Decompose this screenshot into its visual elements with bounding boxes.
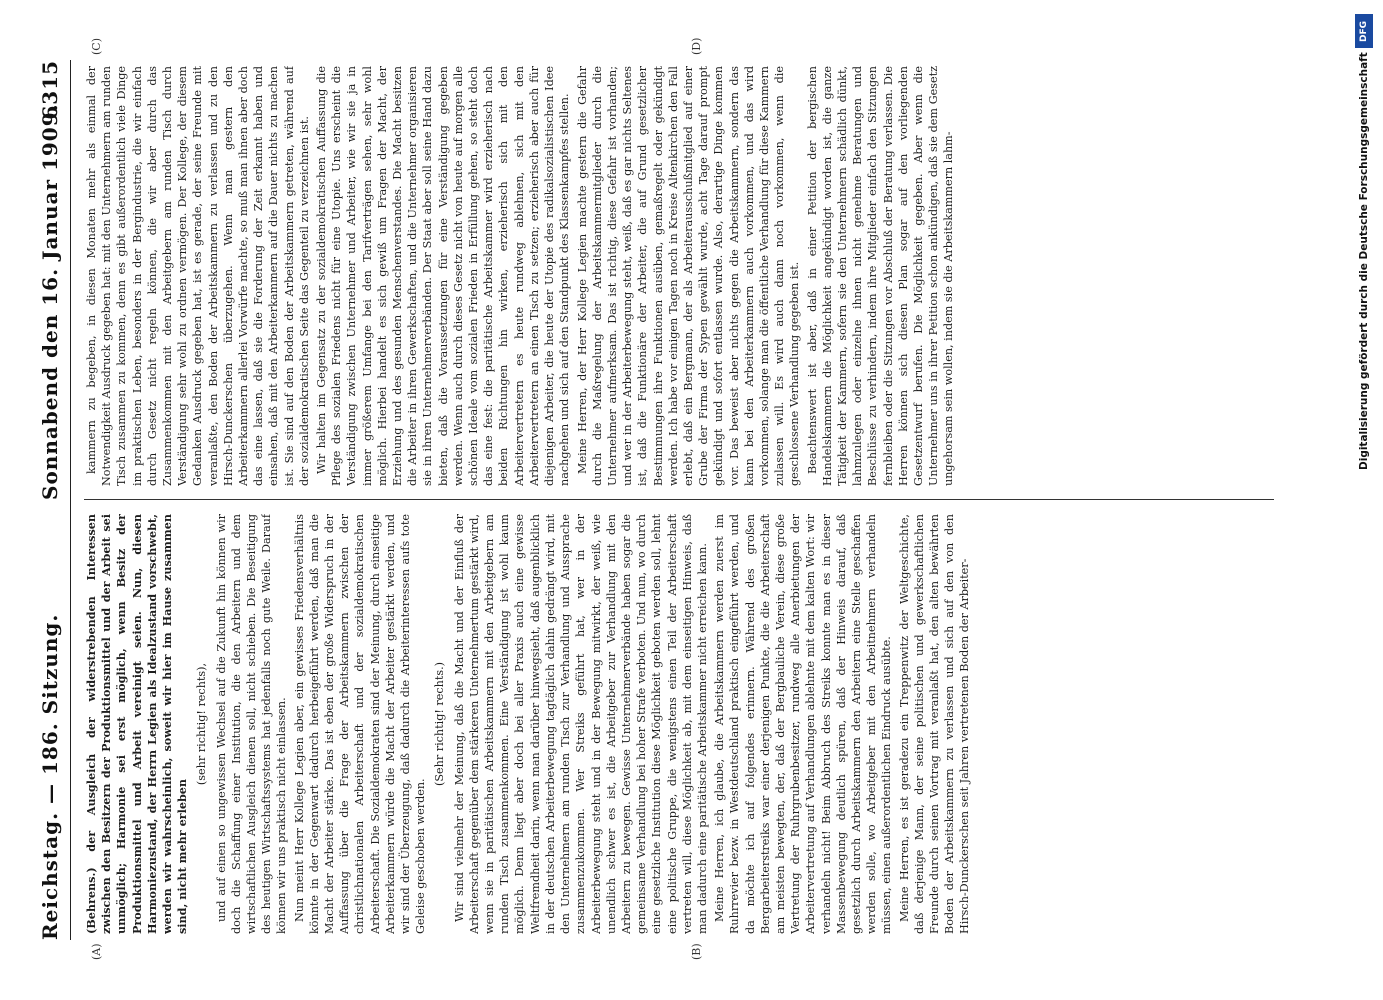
header-rule bbox=[70, 60, 71, 940]
paragraph: Nun meint Herr Kollege Legien aber, ein gewisses Friedensverhältnis könnte in der Gegenwart dadurch herbeigeführt werden, daß man die Macht der Arbeiter stärke. Das ist eben der große Widerspruch in der Auffassung über die Frage der Arbeitskammern zwischen der christlichnationalen Arbeiterschaft und der sozialdemokratischen Arbeiterschaft. Die Sozialdemokraten sind der Meinung, durch einseitige Arbeiterkammern würde die Macht der Arbeiter gestärkt werden, und wir sind der Überzeugung, daß dadurch die Arbeiterinteressen aufs tote Geleise geschoben werden. bbox=[292, 514, 428, 934]
paragraph: Wir sind vielmehr der Meinung, daß die Macht und der Einfluß der Arbeiterschaft gegenüber dem stärkeren Unternehmertum gestärkt wird, wenn sie in paritätischen Arbeitskammern mit den Arbeitgebern am runden Tisch zusammenkommen. Eine Verständigung ist wohl kaum möglich. Denn liegt aber doch bei aller Praxis auch eine gewisse Weltfremdheit darin, wenn man darüber hinwegsieht, daß augenblicklich in der deutschen Arbeiterbewegung tagtäglich dahin gedrängt wird, mit den Unternehmern am runden Tisch zur Verhandlung und Aussprache zusammenzukommen. Wer Streiks geführt hat, wer in der Arbeiterbewegung steht und in der Bewegung mitwirkt, der weiß, wie unendlich schwer es ist, die Arbeitgeber zur Verhandlung mit den Arbeitern zu bewegen. Gewisse Unternehmerverbände haben sogar die gemeinsame Verhandlung bei hoher Strafe verboten. Und nun, wo durch eine gesetzliche Institution diese Möglichkeit geboten werden soll, lehnt eine politische Gruppe, die wenigstens einen Teil der Arbeiterschaft vertreten will, diese Möglichkeit ab, mit dem einseitigen Hinweis, daß man dadurch eine paritätische Arbeitskammer nicht erreichen kann. bbox=[452, 514, 709, 934]
paragraph: Meine Herren, der Herr Kollege Legien machte gestern die Gefahr durch die Maßregelung der Arbeitskammermitglieder durch die Unternehmer aufmerksam. Das ist richtig, diese Gefahr ist vorhanden; und wer in der Arbeiterbewegung steht, weiß, daß es gar nichts Seltenes ist, daß die Funktionäre der Arbeiter, die auf Grund gesetzlicher Bestimmungen ihre Funktionen ausüben, gemaßregelt oder gekündigt werden. Ich habe vor einigen Tagen noch in Kreise Altenkirchen den Fall erlebt, daß ein Bergmann, der als Arbeiterausschußmitglied auf einer Grube der Firma der Sypen gewählt wurde, acht Tage darauf prompt gekündigt und sofort entlassen wurde. Also, derartige Dinge kommen vor. Das beweist aber nichts gegen die Arbeitskammern, sondern das kann bei den Arbeiterkammern auch vorkommen, und das wird vorkommen, solange man die öffentliche Verhandlung für diese Kammern zulassen will. Es wird auch dann noch vorkommen, wenn die geschlossene Verhandlung gegeben ist. bbox=[575, 66, 802, 486]
digitization-sidebar bbox=[1353, 8, 1375, 988]
margin-marker-b: (B) bbox=[690, 943, 703, 960]
paragraph: Beachtenswert ist aber, daß in einer Petition der bergischen Handelskammern die Möglichkeit angekündigt worden ist, die ganze Tätigkeit der Kammern, sofern sie den Unternehmern schädlich dünkt, lahmzulegen oder einzelne ihnen nicht genehme Beratungen und Beschlüsse zu verhindern, indem ihre Mitglieder einfach den Sitzungen fernbleiben oder die Sitzungen vor Abschluß der Beratung verlassen. Die Herren können sich diesen Plan sogar auf den vorliegenden Gesetzentwurf berufen. Die Möglichkeit gegeben. Aber wenn die Unternehmer uns in ihrer Petition schon ankündigen, daß sie dem Gesetz ungehorsam sein wollen, indem sie die Arbeitskammern lahm- bbox=[805, 66, 956, 486]
paragraph: Wir halten im Gegensatz zu der sozialdemokratischen Auffassung die Pflege des sozialen Friedens nicht für eine Utopie. Uns erscheint die Verständigung zwischen Unternehmer und Arbeiter, wie wir sie ja in immer größerem Umfange bei den Tarifverträgen sehen, sehr wohl möglich. Hierbei handelt es sich gewiß um Fragen der Macht, der Erziehung und des gesunden Menschenverstandes. Die Macht besitzen die Arbeiter in ihren Gewerkschaften, und die Unternehmer organisieren sie in ihren Unternehmerverbänden. Der Staat aber soll seine Hand dazu bieten, daß die Voraussetzungen für eine Verständigung gegeben werden. Wenn auch durch dieses Gesetz nicht von heute auf morgen alle schönen Ideale vom sozialen Frieden in Erfüllung gehen, so steht doch das eine fest: die paritätische Arbeitskammer wird erzieherisch nach beiden Richtungen hin wirken, erzieherisch sich mit den Arbeitervertretern es heute rundweg ablehnen, sich mit den Arbeitervertretern an einen Tisch zu setzen; erzieherisch aber auch für diejenigen Arbeiter, die heute der Utopie des radikalsozialistischen Idee nachgehen und sich auf den Standpunkt des Klassenkampfes stellen. bbox=[315, 66, 572, 486]
paragraph: (Behrens.) der Ausgleich der widerstrebenden Interessen zwischen den Besitzern der Produktionsmittel und der Arbeit sei unmöglich; Harmonie sei erst möglich, wenn Besitz der Produktionsmittel und Arbeit vereinigt seien. Nun, diesen Harmoniezustand, der Herrn Legien als Idealzustand vorschwebt, werden wir wahrscheinlich, soweit wir hier im Hause zusammen sind, nicht mehr erleben bbox=[84, 514, 190, 934]
text-column-left bbox=[84, 514, 1274, 934]
paragraph: (sehr richtig! rechts), bbox=[195, 662, 209, 786]
margin-marker-c: (C) bbox=[90, 38, 103, 55]
paragraph: und auf einen so ungewissen Wechsel auf die Zukunft hin können wir doch die Schaffung einer Institution, die den Arbeitern und dem wirtschaftlichen Ausgleich dienen soll, nicht schieben. Die Beseitigung des heutigen Wirtschaftssystems hat jedenfalls noch gute Weile. Darauf können wir uns praktisch nicht einlassen. bbox=[214, 514, 289, 934]
page-number: 6315 bbox=[38, 60, 62, 120]
header-left: Reichstag. — 186. Sitzung. bbox=[38, 613, 62, 940]
paragraph: kammern zu begeben, in diesen Monaten mehr als einmal der Notwendigkeit Ausdruck gegeben hat: mit den Unternehmern am runden Tisch zusammen zu kommen, denn es gibt außerordentlich viele Dinge im praktischen Leben, besonders in der Bergindustrie, die wir einfach durch Gesetz nicht regeln können, die wir aber durch das Zusammenkommen mit den Arbeitgebern am runden Tisch durch Verständigung sehr wohl zu ordnen vermögen. Der Kollege, der diesem Gedanken Ausdruck gegeben hat, ist es gerade, der seine Freunde mit veranlaßte, den Boden der Arbeitskammern zu verlassen und zu den Hirsch-Dunckerschen überzugehen. Wenn man gestern den Arbeiterkammern allerlei Vorwürfe machte, so muß man ihnen aber doch das eine lassen, daß sie die Forderung der Zeit erkannt haben und einsahen, daß mit den Arbeiterkammern auf die Dauer nichts zu machen ist. Sie sind auf den Boden der Arbeitskammern getreten, während auf der sozialdemokratischen Seite das Gegenteil zu verzeichnen ist. bbox=[85, 66, 311, 486]
funding-credit: Digitalisierung gefördert durch die Deutsche Forschungsgemeinschaft bbox=[1358, 52, 1370, 470]
margin-marker-d: (D) bbox=[690, 37, 703, 55]
paragraph: Meine Herren, ich glaube, die Arbeitskammern werden zuerst im Ruhrrevier bezw. in Westdeutschland praktisch eingeführt werden, und da möchte ich auf folgendes erinnern. Während des großen Bergarbeiterstreiks war einer derjenigen Punkte, die die Arbeiterschaft am meisten bewegten, der, daß der Bergbauliche Verein, diese große Vertretung der Ruhrgrubenbesitzer, rundweg alle Anerbietungen der Arbeitervertretung auf Verhandlungen ablehnte mit dem kalten Wort: wir verhandeln nicht! Beim Abbruch des Streiks konnte man es in dieser Massenbewegung deutlich spüren, daß der Hinweis darauf, daß gesetzlich durch Arbeitskammern den Arbeitern eine Stelle geschaffen werden solle, wo Arbeitgeber mit den Arbeitnehmern verhandeln müssen, einen außerordentlichen Eindruck ausübte. bbox=[713, 514, 894, 934]
header-date: Sonnabend den 16. Januar 1909. bbox=[38, 103, 62, 500]
margin-marker-a: (A) bbox=[90, 943, 103, 960]
paragraph: (Sehr richtig! rechts.) bbox=[433, 661, 447, 787]
text-column-right bbox=[84, 66, 1274, 486]
page-header bbox=[38, 60, 68, 940]
column-rule bbox=[84, 499, 1274, 500]
paragraph: Meine Herren, es ist geradezu ein Treppenwitz der Weltgeschichte, daß derjenige Mann, der seine politischen und gewerkschaftlichen Freunde durch seinen Vortrag mit veranlaßt hat, den alten bewährten Boden der Arbeitskammern zu verlassen und sich auf den von den Hirsch-Dunckerschen seit Jahren vertretenen Boden der Arbeiter- bbox=[897, 514, 972, 934]
dfg-logo: DFG bbox=[1355, 14, 1373, 48]
